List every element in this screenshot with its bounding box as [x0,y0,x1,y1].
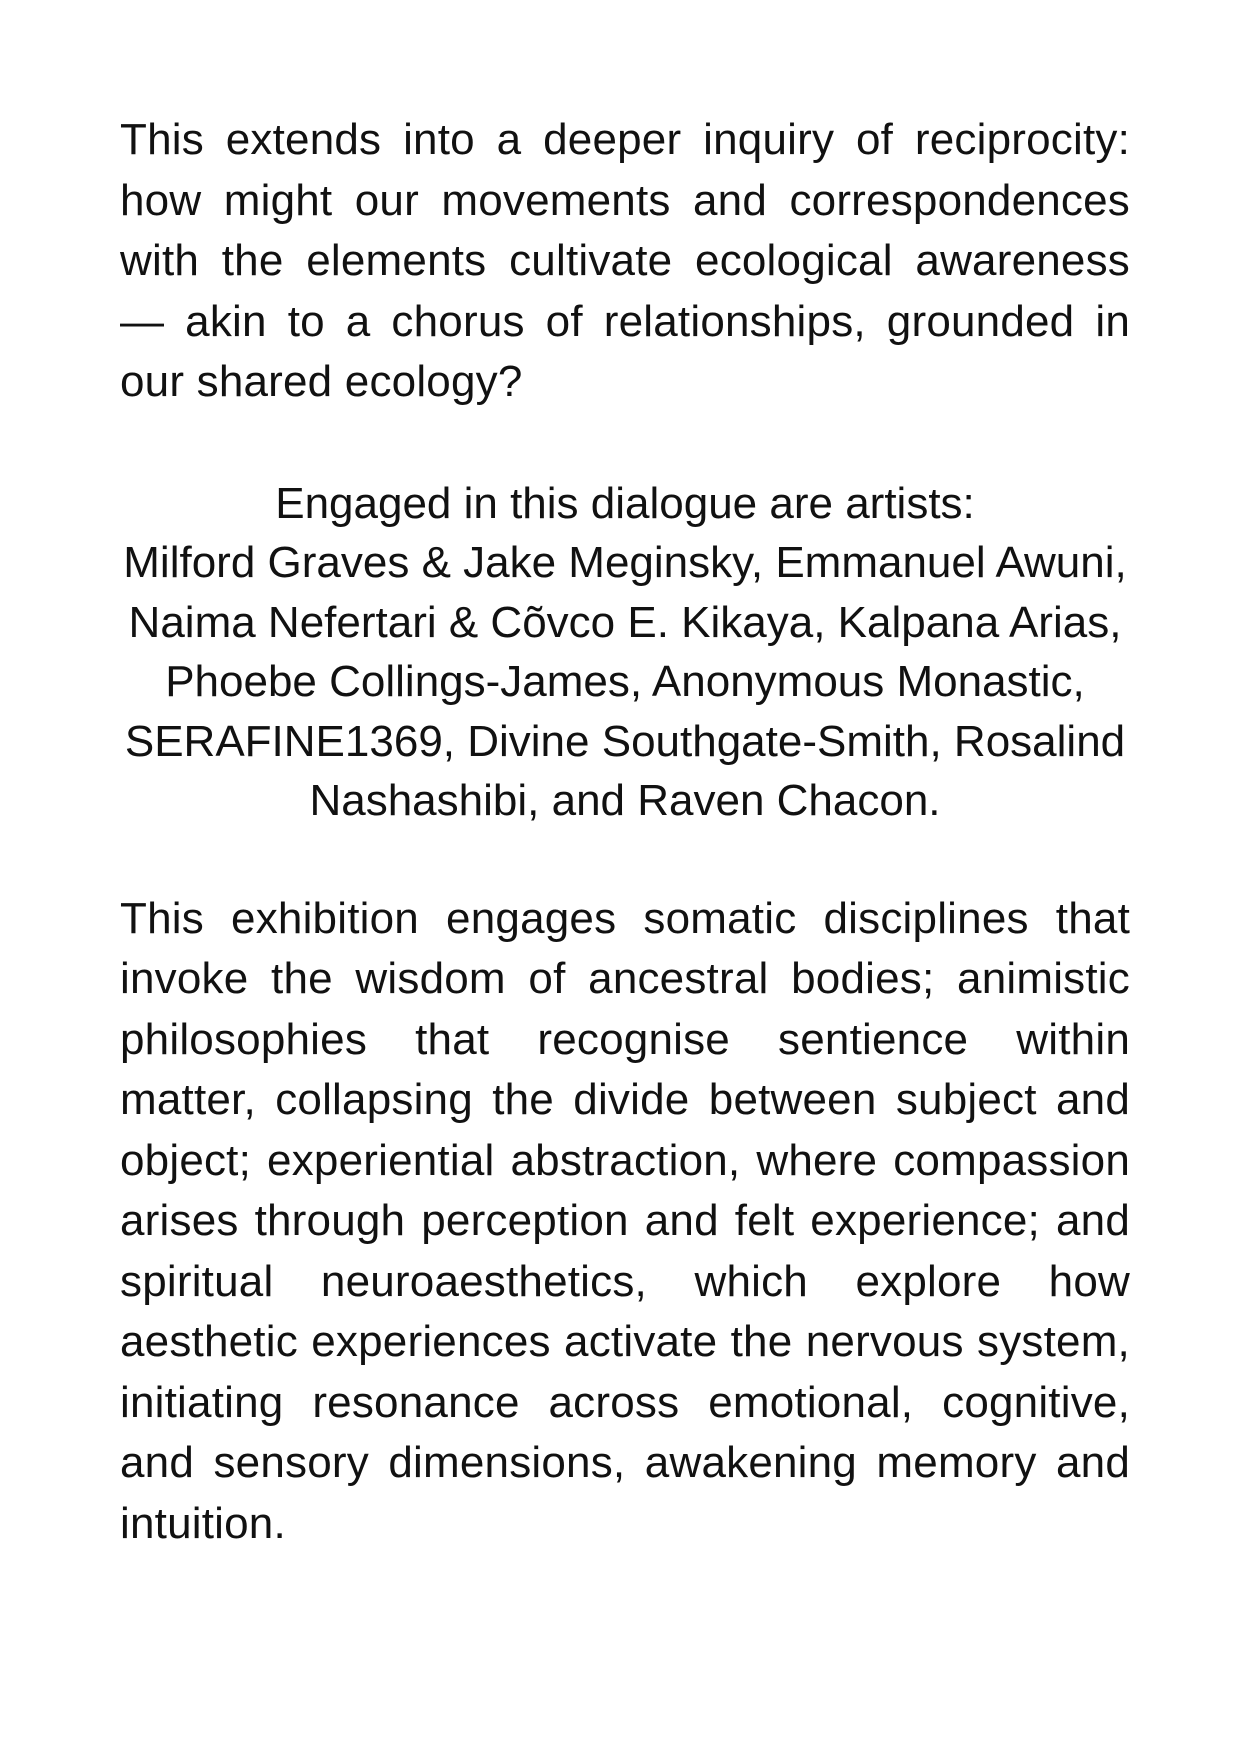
artists-list: Milford Graves & Jake Meginsky, Emmanuel Awuni, Naima Nefertari & Cõvco E. Kikaya, Kalpana Arias, Phoebe Collings-James, Anonymous Monastic, SERAFINE1369, Divine Southgate-Smith, Rosalind Nashashibi, and Raven Chacon. [123,538,1127,825]
artists-section [120,474,1130,831]
document-page [120,110,1130,1554]
closing-paragraph: This exhibition engages somatic disciplines that invoke the wisdom of ancestral bodies; animistic philosophies that recognise sentience within matter, collapsing the divide between subject and object; experiential abstraction, where compassion arises through perception and felt experience; and spiritual neuroaesthetics, which explore how aesthetic experiences activate the nervous system, initiating resonance across emotional, cognitive, and sensory dimensions, awakening memory and intuition. [120,893,1130,1548]
artists-heading: Engaged in this dialogue are artists: [275,478,975,528]
intro-paragraph: This extends into a deeper inquiry of reciprocity: how might our movements and correspondences with the elements cultivate ecological awareness — akin to a chorus of relationships, grounded in our shared ecology? [120,115,1130,406]
